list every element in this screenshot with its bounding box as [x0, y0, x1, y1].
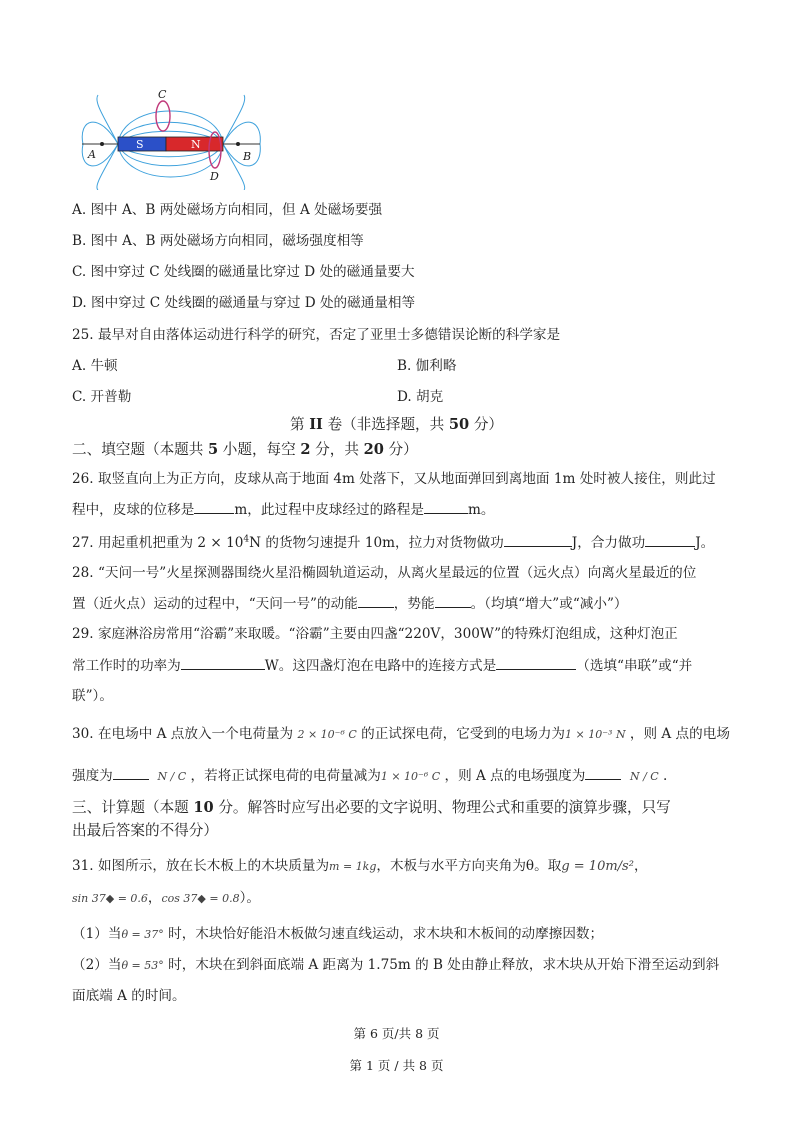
label-d: D: [210, 170, 219, 183]
q25-option-c: C. 开普勒: [72, 389, 132, 405]
q31-line1: 31. 如图所示，放在长木板上的木块质量为m = 1kg，木板与水平方向夹角为θ。取g = 10m/s²，: [72, 858, 648, 874]
part2-title: 第 II 卷（非选择题，共 50 分）: [289, 416, 504, 433]
q26-blank-displacement[interactable]: [194, 500, 234, 514]
q25-option-b: B. 伽利略: [397, 358, 457, 374]
q28-blank-potential[interactable]: [435, 594, 471, 608]
q31-line2: sin 37◆ = 0.6，cos 37◆ = 0.8）。: [72, 890, 260, 906]
q30-line1: 30. 在电场中 A 点放入一个电荷量为 2 × 10⁻⁶ C 的正试探电荷，它受到的电场力为1 × 10⁻³ N ，则 A 点的电场: [72, 726, 730, 742]
q27-line: 27. 用起重机把重为 $2 \times 10^4N$ 的货物匀速提升 10m，拉力对货物做功 J，合力做功 J。: [72, 534, 715, 551]
q27-blank-work-tension[interactable]: [504, 533, 572, 547]
q27-blank-work-net[interactable]: [645, 533, 695, 547]
q30-blank-field2[interactable]: [585, 766, 621, 780]
q31-part2: （2）当θ = 53° 时，木块在到斜面底端 A 距离为 1.75m 的 B 处由静止释放，求木块从开始下滑至运动到斜: [72, 957, 720, 973]
q25-option-a: A. 牛顿: [72, 358, 118, 374]
label-b: B: [243, 150, 252, 163]
section2-heading: 二、填空题（本题共 5 小题，每空 2 分，共 20 分）: [72, 441, 418, 458]
label-c: C: [158, 90, 167, 101]
south-label: S: [136, 138, 144, 151]
q25-option-d: D. 胡克: [397, 389, 444, 405]
label-a: A: [88, 148, 96, 161]
page-footer-inner: 第 6 页/共 8 页: [353, 1026, 440, 1041]
q29-line2: 常工作时的功率为 W。这四盏灯泡在电路中的连接方式是 （选填“串联”或“并: [72, 658, 693, 674]
q29-line1: 29. 家庭淋浴房常用“浴霸”来取暖。“浴霸”主要由四盏“220V，300W”的特殊灯泡组成，这种灯泡正: [72, 626, 678, 642]
point-b-dot: [236, 142, 240, 146]
q29-blank-connection[interactable]: [496, 656, 576, 670]
q24-option-c: C. 图中穿过 C 处线圈的磁通量比穿过 D 处的磁通量要大: [72, 264, 415, 280]
q28-line1: 28. “天问一号”火星探测器围绕火星沿椭圆轨道运动，从离火星最远的位置（远火点）向离火星最近的位: [72, 565, 697, 581]
q26-line2: 程中，皮球的位移是 m，此过程中皮球经过的路程是 m。: [72, 502, 495, 518]
q30-blank-field1[interactable]: [113, 766, 149, 780]
q24-option-a: A. 图中 A、B 两处磁场方向相同，但 A 处磁场要强: [72, 202, 383, 218]
q29-line3: 联”）。: [72, 688, 113, 704]
q31-part1: （1）当θ = 37° 时，木块恰好能沿木板做匀速直线运动，求木块和木板间的动摩擦因数；: [72, 926, 604, 942]
section3-heading-line1: 三、计算题（本题 10 分。解答时应写出必要的文字说明、物理公式和重要的演算步骤，只写: [72, 799, 671, 816]
q29-blank-power[interactable]: [181, 656, 265, 670]
point-a-dot: [100, 142, 104, 146]
q26-blank-distance[interactable]: [424, 500, 468, 514]
q26-line1: 26. 取竖直向上为正方向，皮球从高于地面 4m 处落下，又从地面弹回到离地面 1m 处时被人接住，则此过: [72, 471, 716, 487]
q25-stem: 25. 最早对自由落体运动进行科学的研究，否定了亚里士多德错误论断的科学家是: [72, 327, 561, 343]
page-footer-outer: 第 1 页 / 共 8 页: [349, 1058, 444, 1073]
q28-blank-kinetic[interactable]: [358, 594, 394, 608]
q24-option-d: D. 图中穿过 C 处线圈的磁通量与穿过 D 处的磁通量相等: [72, 295, 416, 311]
q24-option-b: B. 图中 A、B 两处磁场方向相同，磁场强度相等: [72, 233, 364, 249]
q31-part2-line2: 面底端 A 的时间。: [72, 988, 186, 1004]
north-label: N: [191, 138, 201, 151]
magnet-figure: [78, 90, 268, 190]
q28-line2: 置（近火点）运动的过程中，“天问一号”的动能 ，势能 。（均填“增大”或“减小”）: [72, 596, 628, 612]
coil-c: [156, 101, 170, 131]
q30-line2: 强度为 N / C ，若将正试探电荷的电荷量减为1 × 10⁻⁶ C ，则 A 点的电场强度为 N / C .: [72, 768, 668, 784]
section3-heading-line2: 出最后答案的不得分）: [72, 822, 218, 839]
